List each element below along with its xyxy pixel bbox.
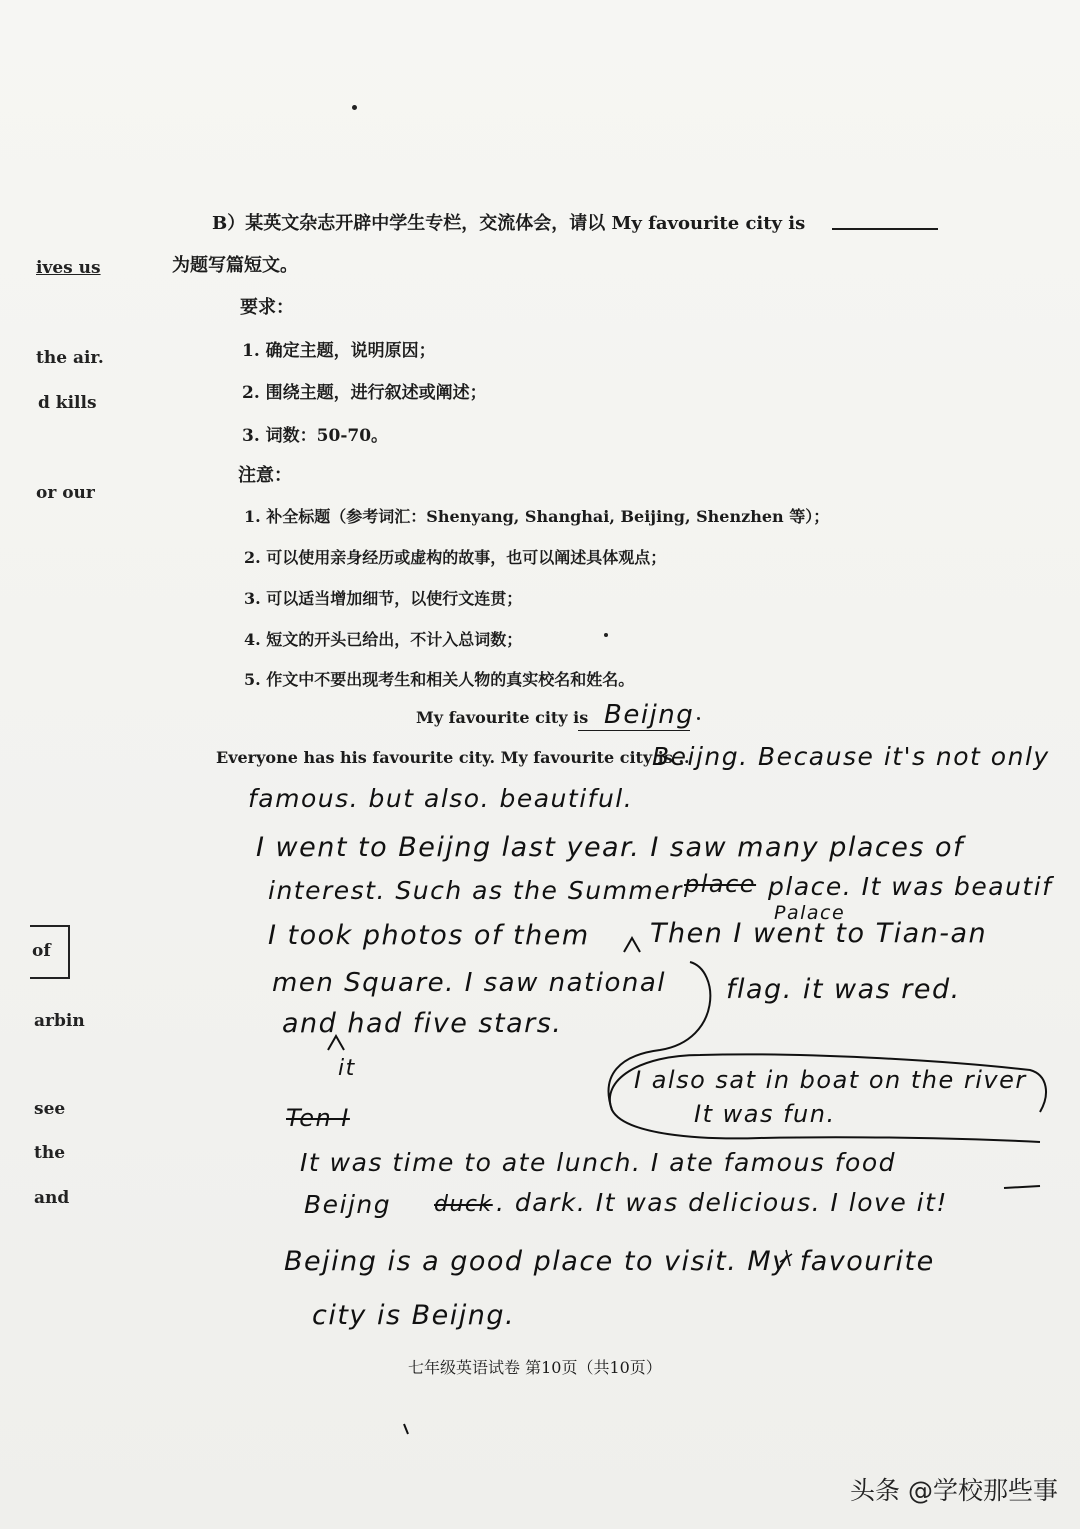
note-item: 1. 补全标题（参考词汇：Shenyang, Shanghai, Beijing, Shenzhen 等）；: [244, 507, 830, 526]
requirement-item: 2. 围绕主题，进行叙述或阐述；: [242, 383, 487, 403]
essay-title-printed: My favourite city is: [416, 708, 589, 727]
requirement-item: 3. 词数：50-70。: [242, 426, 389, 446]
notes-heading: 注意：: [238, 465, 292, 486]
source-watermark: 头条 @学校那些事: [850, 1476, 1058, 1505]
insertion-caret: [328, 1036, 344, 1050]
pen-stroke: [1004, 1186, 1040, 1188]
essay-line: place. It was beautif: [768, 872, 1053, 901]
margin-fragment: and: [34, 1188, 70, 1208]
margin-fragment: arbin: [34, 1011, 85, 1031]
page-footer: 七年级英语试卷 第10页（共10页）: [408, 1358, 662, 1377]
essay-line: Bejing is a good place to visit. My favourite: [284, 1246, 935, 1277]
requirement-item: 1. 确定主题，说明原因；: [242, 341, 436, 361]
margin-box: of: [30, 925, 70, 979]
essay-line: city is Beijng.: [312, 1300, 516, 1331]
essay-opening: Everyone has his favourite city. My favourite city is ..: [216, 748, 690, 767]
margin-fragment: or our: [36, 483, 95, 503]
essay-line: and had five stars.: [282, 1008, 563, 1039]
margin-fragment: the air.: [36, 348, 104, 368]
essay-line: . dark. It was delicious. I love it!: [496, 1188, 948, 1217]
crossed-out-word: place: [684, 870, 757, 898]
essay-line: Then I went to Tian-an: [650, 918, 988, 949]
essay-line: flag. it was red.: [726, 974, 961, 1005]
essay-line: men Square. I saw national: [272, 968, 667, 998]
margin-fragment: d kills: [38, 393, 97, 413]
requirements-heading: 要求：: [240, 297, 294, 318]
essay-line: I took photos of them: [268, 920, 590, 951]
crossed-out-word: Ten I: [286, 1104, 350, 1132]
crossed-out-word: duck: [434, 1192, 493, 1217]
insertion-loop: [609, 962, 1040, 1142]
note-item: 3. 可以适当增加细节，以使行文连贯；: [244, 589, 523, 608]
essay-line: Beijng. Because it's not only: [652, 742, 1050, 771]
essay-line: interest. Such as the Summer: [268, 876, 683, 905]
inserted-sentence: I also sat in boat on the river: [634, 1066, 1027, 1094]
inserted-word: Palace: [774, 902, 846, 924]
note-item: 2. 可以使用亲身经历或虚构的故事，也可以阐述具体观点；: [244, 548, 667, 567]
essay-line: I went to Beijng last year. I saw many places of: [256, 832, 965, 863]
essay-line: famous. but also. beautiful.: [248, 784, 634, 813]
essay-title-handwritten: Beijng: [604, 700, 695, 730]
note-item: 4. 短文的开头已给出，不计入总词数；: [244, 630, 523, 649]
note-item: 5. 作文中不要出现考生和相关人物的真实校名和姓名。: [244, 670, 635, 689]
margin-fragment: ives us: [36, 258, 101, 278]
insertion-caret: [624, 938, 640, 952]
margin-fragment: see: [34, 1099, 66, 1119]
inserted-sentence: It was fun.: [694, 1100, 836, 1128]
pen-stroke: [404, 1424, 408, 1434]
essay-line: Beijng: [304, 1190, 392, 1219]
task-intro-cont: 为题写篇短文。: [172, 255, 298, 276]
insertion-loop: [610, 1054, 1046, 1112]
task-intro: B）某英文杂志开辟中学生专栏，交流体会，请以 My favourite city is: [212, 213, 806, 234]
essay-line: It was time to ate lunch. I ate famous food: [300, 1148, 897, 1177]
inserted-word: it: [338, 1056, 356, 1081]
insertion-mark: [780, 1250, 792, 1266]
margin-fragment: the: [34, 1143, 66, 1163]
